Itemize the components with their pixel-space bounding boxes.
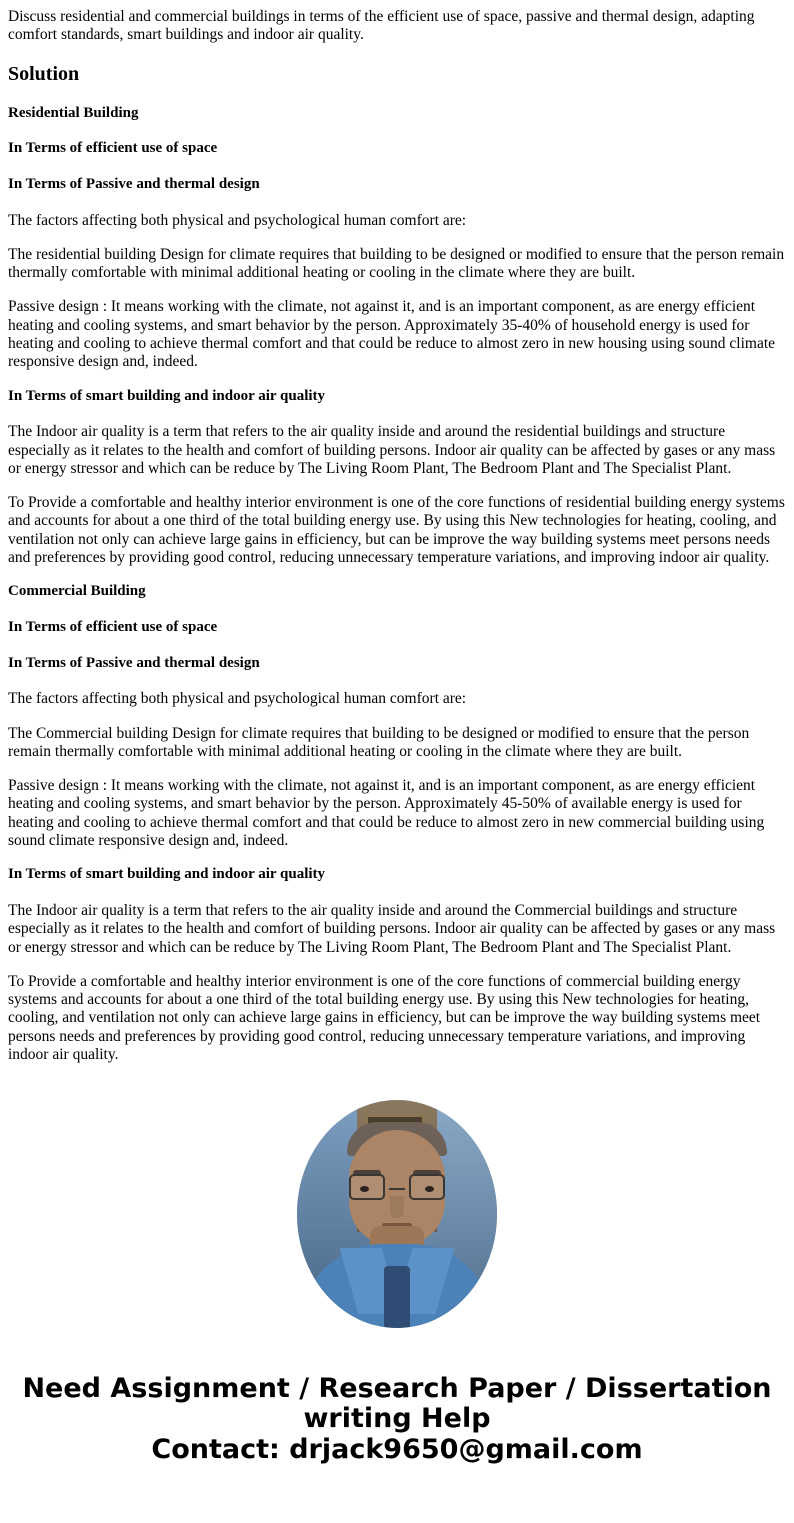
residential-factors-text: The factors affecting both physical and psychological human comfort are: [8,211,467,229]
eyeglass-bridge-shape [389,1188,405,1190]
commercial-subhead-space: In Terms of efficient use of space [8,618,218,635]
residential-comfort-text: To Provide a comfortable and healthy interior environment is one of the core functions of residential building energy systems and accounts for about a one third of the total building energy use. By using this New technologies for heating, cooling, and ventilation not only can achieve large gains in efficiency, but can be improve the way building systems meet persons needs and preferences by providing good control, reducing unnecessary temperature variations, and improving indoor air quality. [8,494,785,566]
document-page [0,8,794,1465]
commercial-iaq-text: The Indoor air quality is a term that refers to the air quality inside and around the Commercial buildings and structure especially as it relates to the health and comfort of building persons. Indoor air quality can be affected by gases or any mass or energy stressor and which can be reduce by The Living Room Plant, The Bedroom Plant and The Specialist Plant. [8,901,776,956]
footer-line-2: writing Help [303,1403,491,1435]
nose-shape [390,1196,404,1218]
author-photo-container [8,1100,786,1328]
footer-line-1: Need Assignment / Research Paper / Dissertation [22,1373,772,1405]
section-title-residential: Residential Building [8,104,139,121]
commercial-factors-text: The factors affecting both physical and psychological human comfort are: [8,690,467,708]
question-intro: Discuss residential and commercial buildings in terms of the efficient use of space, passive and thermal design, adapting comfort standards, smart buildings and indoor air quality. [8,8,755,44]
residential-subhead-space: In Terms of efficient use of space [8,140,218,157]
footer-contact-block [8,1374,786,1465]
solution-heading: Solution [8,62,80,85]
section-title-commercial: Commercial Building [8,583,146,600]
avatar [297,1100,497,1328]
residential-passive-text: Passive design : It means working with the climate, not against it, and is an important component, as are energy efficient heating and cooling systems, and smart behavior by the person. Approximately 35-40% of household energy is used for heating and cooling to achieve thermal comfort and that could be reduce to almost zero in new housing using sound climate responsive design and, indeed. [8,298,776,371]
tie-shape [384,1266,410,1328]
residential-climate-text: The residential building Design for climate requires that building to be designed or modified to ensure that the person remain thermally comfortable with minimal additional heating or cooling in the climate where they are built. [8,245,785,282]
commercial-passive-text: Passive design : It means working with the climate, not against it, and is an important component, as are energy efficient heating and cooling systems, and smart behavior by the person. Approximately 45-50% of available energy is used for heating and cooling to achieve thermal comfort and that could be reduce to almost zero in new commercial building using sound climate responsive design and, indeed. [8,777,765,849]
residential-subhead-smart: In Terms of smart building and indoor air quality [8,387,326,404]
commercial-subhead-passive: In Terms of Passive and thermal design [8,654,260,671]
commercial-subhead-smart: In Terms of smart building and indoor air quality [8,866,326,883]
commercial-comfort-text: To Provide a comfortable and healthy interior environment is one of the core functions of commercial building energy systems and accounts for about a one third of the total building energy use. By using this New technologies for heating, cooling, and ventilation not only can achieve large gains in efficiency, but can be improve the way building systems meet persons needs and preferences by providing good control, reducing unnecessary temperature variations, and improving indoor air quality. [8,972,761,1063]
residential-subhead-passive: In Terms of Passive and thermal design [8,175,260,192]
commercial-climate-text: The Commercial building Design for climate requires that building to be designed or modified to ensure that the person remain thermally comfortable with minimal additional heating or cooling in the climate where they are built. [8,724,750,760]
footer-contact-email: Contact: drjack9650@gmail.com [151,1433,643,1465]
residential-iaq-text: The Indoor air quality is a term that refers to the air quality inside and around the residential buildings and structure especially as it relates to the health and comfort of building persons. Indoor air quality can be affected by gases or any mass or energy stressor and which can be reduce by The Living Room Plant, The Bedroom Plant and The Specialist Plant. [8,423,776,477]
